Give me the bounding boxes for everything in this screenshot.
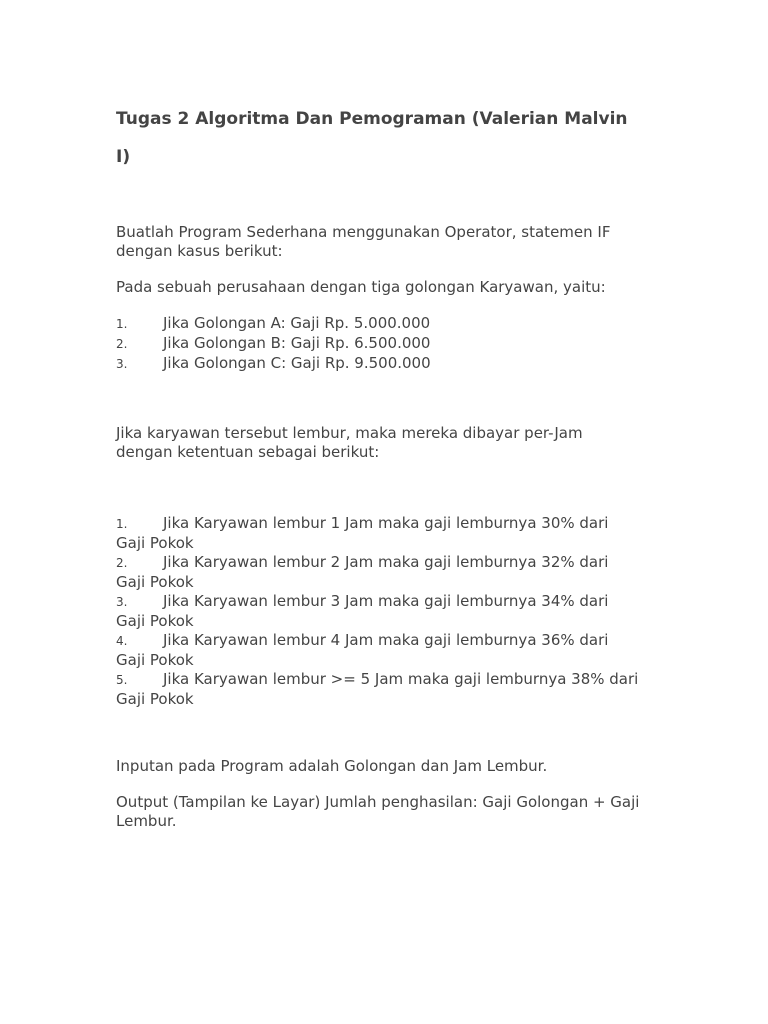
company-paragraph: Pada sebuah perusahaan dengan tiga golongan Karyawan, yaitu:: [116, 278, 606, 296]
list-item: [116, 631, 641, 670]
input-paragraph: Inputan pada Program adalah Golongan dan Jam Lembur.: [116, 757, 548, 775]
golongan-list: [116, 314, 641, 374]
list-item-text: Jika Karyawan lembur >= 5 Jam maka gaji lemburnya 38% dari Gaji Pokok: [116, 670, 639, 708]
list-item: [116, 334, 641, 354]
list-item-text: Jika Karyawan lembur 2 Jam maka gaji lemburnya 32% dari Gaji Pokok: [116, 553, 609, 591]
list-number: 2.: [116, 556, 128, 570]
list-item: [116, 514, 641, 553]
list-number: 4.: [116, 634, 128, 648]
list-item: [116, 354, 641, 374]
list-number: 3.: [116, 357, 128, 371]
list-item-text: Jika Golongan C: Gaji Rp. 9.500.000: [163, 354, 431, 372]
list-number: 1.: [116, 517, 128, 531]
list-item-text: Jika Karyawan lembur 4 Jam maka gaji lemburnya 36% dari Gaji Pokok: [116, 631, 609, 669]
lembur-list: [116, 514, 641, 709]
list-item-text: Jika Golongan A: Gaji Rp. 5.000.000: [163, 314, 431, 332]
list-number: 5.: [116, 673, 128, 687]
lembur-intro-paragraph: Jika karyawan tersebut lembur, maka mereka dibayar per-Jam dengan ketentuan sebagai berikut:: [116, 424, 583, 461]
list-number: 3.: [116, 595, 128, 609]
list-item: [116, 592, 641, 631]
list-number: 2.: [116, 337, 128, 351]
list-item: [116, 314, 641, 334]
document-title: Tugas 2 Algoritma Dan Pemograman (Valerian Malvin I): [116, 109, 628, 167]
list-item: [116, 670, 641, 709]
list-item-text: Jika Golongan B: Gaji Rp. 6.500.000: [163, 334, 431, 352]
list-item-text: Jika Karyawan lembur 3 Jam maka gaji lemburnya 34% dari Gaji Pokok: [116, 592, 609, 630]
intro-paragraph: Buatlah Program Sederhana menggunakan Operator, statemen IF dengan kasus berikut:: [116, 223, 611, 260]
list-number: 1.: [116, 317, 128, 331]
list-item: [116, 553, 641, 592]
output-paragraph: Output (Tampilan ke Layar) Jumlah penghasilan: Gaji Golongan + Gaji Lembur.: [116, 793, 640, 830]
list-item-text: Jika Karyawan lembur 1 Jam maka gaji lemburnya 30% dari Gaji Pokok: [116, 514, 609, 552]
